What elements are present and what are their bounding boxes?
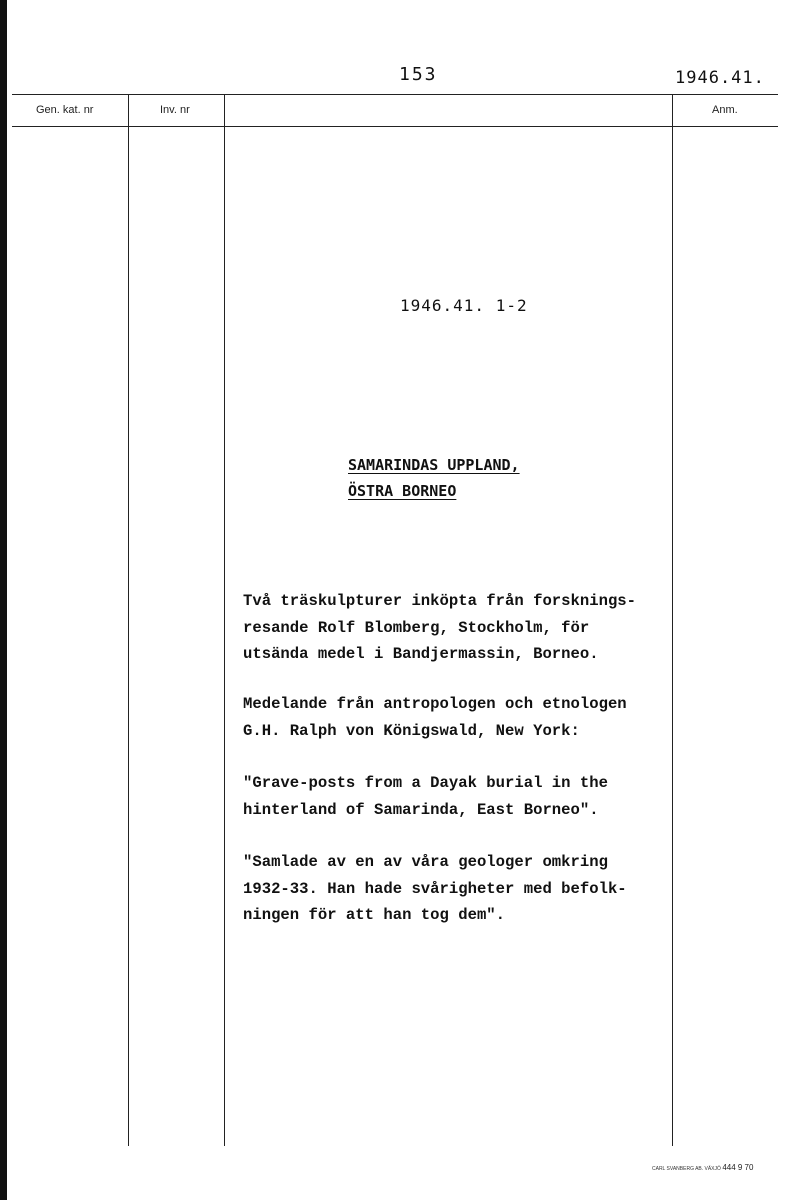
text-line: Två träskulpturer inköpta från forsknings- — [243, 592, 637, 610]
column-divider-3 — [672, 94, 673, 1146]
catalog-number: 1946.41. — [675, 68, 765, 88]
text-line: hinterland of Samarinda, East Borneo". — [243, 800, 599, 819]
paragraph-informant — [243, 691, 627, 744]
printer-mark — [652, 1163, 753, 1172]
header-top-rule — [12, 94, 778, 95]
text-line: "Grave-posts from a Dayak burial in the — [243, 774, 608, 792]
column-header-gen-kat: Gen. kat. nr — [36, 104, 94, 116]
text-line: "Samlade av en av våra geologer omkring — [243, 853, 608, 871]
form-number: 444 9 70 — [722, 1163, 754, 1172]
header-bottom-rule — [12, 126, 778, 127]
printer-name: CARL SVANBERG AB. VÄXJÖ — [652, 1166, 721, 1172]
text-line: Medelande från antropologen och etnologen — [243, 695, 627, 713]
text-line: 1932-33. Han hade svårigheter med befolk- — [243, 879, 627, 898]
location-line-2: ÖSTRA BORNEO — [348, 482, 457, 500]
paragraph-purchase — [243, 588, 636, 668]
column-header-inv: Inv. nr — [160, 104, 190, 116]
text-line: ningen för att han tog dem". — [243, 906, 506, 924]
location-line-1: SAMARINDAS UPPLAND, — [348, 456, 520, 474]
column-divider-1 — [128, 94, 129, 1146]
left-edge-bar — [0, 0, 7, 1200]
page-number: 153 — [399, 64, 438, 85]
text-line: resande Rolf Blomberg, Stockholm, för — [243, 618, 590, 637]
text-line: G.H. Ralph von Königswald, New York: — [243, 721, 580, 740]
text-line: utsända medel i Bandjermassin, Borneo. — [243, 645, 599, 663]
paragraph-quote-english — [243, 770, 608, 823]
column-header-anm: Anm. — [712, 104, 738, 116]
item-range: 1946.41. 1-2 — [400, 296, 528, 315]
column-divider-2 — [224, 94, 225, 1146]
paragraph-quote-swedish — [243, 849, 627, 929]
